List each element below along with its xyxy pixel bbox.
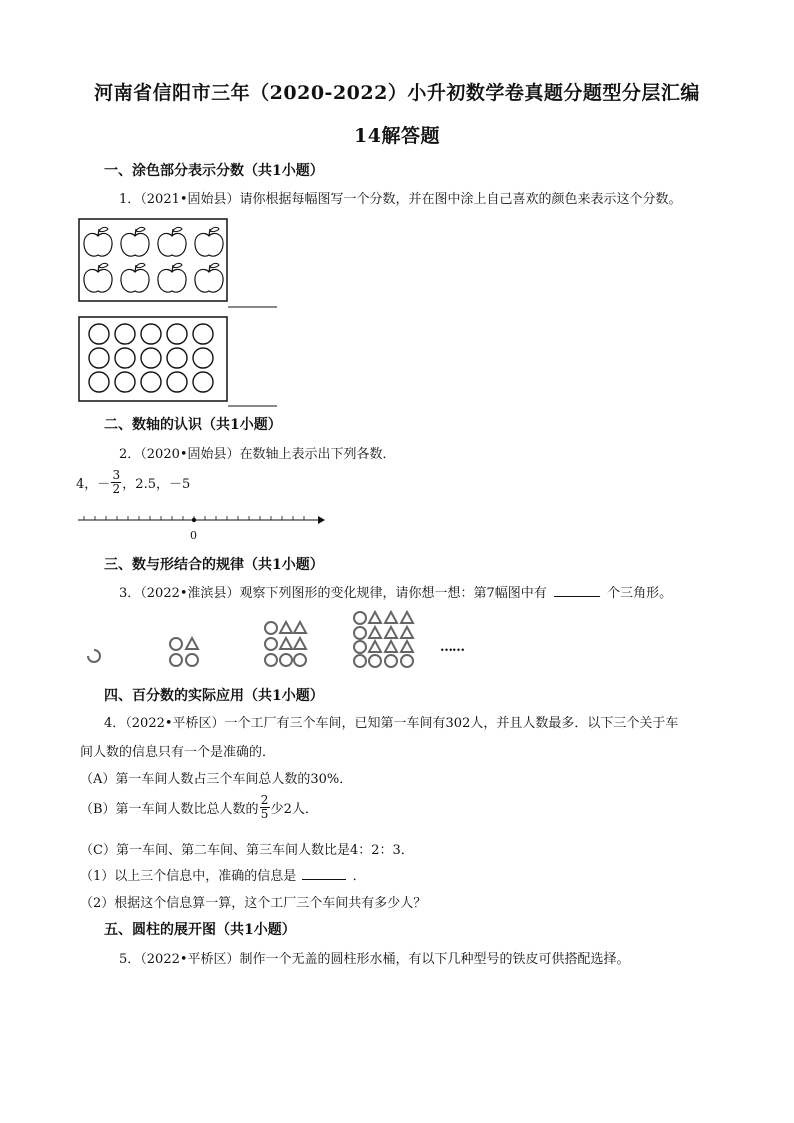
pattern-circle (385, 655, 397, 667)
question-1: 1．（2021•固始县）请你根据每幅图写一个分数，并在图中涂上自己喜欢的颜色来表示这个分数。 (119, 192, 682, 207)
option-b-suffix: 少2人． (270, 802, 318, 817)
pattern-circle (280, 654, 292, 666)
fraction-numerator: 2 (260, 793, 269, 807)
fraction-two-fifths (260, 794, 270, 821)
section-4-heading: 四、百分数的实际应用（共1小题） (104, 688, 324, 704)
apple-box-figure (78, 218, 278, 310)
pattern-triangle (385, 641, 397, 652)
circle-shape (141, 372, 161, 392)
zero-label: 0 (190, 529, 197, 542)
question-4-line1: 4．（2022•平桥区）一个工厂有三个车间，已知第一车间有302人，并且人数最多．以下三个关于车 (104, 716, 679, 731)
number-list-rest: ，2.5，－5 (122, 477, 191, 492)
circle-shape (167, 372, 187, 392)
pattern-circle (354, 641, 366, 653)
pattern-triangle (401, 612, 413, 623)
pattern-triangle (369, 641, 381, 652)
circle-shape (115, 324, 135, 344)
pattern-circle (170, 638, 182, 650)
pattern-triangle (280, 638, 292, 649)
fraction-denominator: 5 (260, 807, 269, 821)
pattern-triangle (294, 638, 306, 649)
apple-icon (195, 263, 223, 292)
question-2: 2．（2020•固始县）在数轴上表示出下列各数． (119, 447, 396, 462)
pattern-circle (186, 654, 198, 666)
fraction-three-halves (111, 469, 121, 496)
question-3 (119, 582, 672, 601)
circle-shape (167, 348, 187, 368)
number-list-start: 4， (76, 477, 98, 492)
question-5: 5．（2022•平桥区）制作一个无盖的圆柱形水桶，有以下几种型号的铁皮可供搭配选择。 (119, 952, 630, 967)
question-3-text: 3．（2022•淮滨县）观察下列图形的变化规律，请你想一想：第7幅图中有 (119, 586, 547, 601)
pattern-triangle (401, 627, 413, 638)
answer-blank-4[interactable] (302, 879, 346, 880)
circle-shape (115, 348, 135, 368)
pattern-circle (170, 654, 182, 666)
pattern-triangle (385, 612, 397, 623)
number-line (78, 510, 328, 530)
circle-shape (89, 348, 109, 368)
number-list (76, 469, 190, 496)
circle-shape (167, 324, 187, 344)
option-a: （A）第一车间人数占三个车间总人数的30%． (80, 772, 353, 787)
section-2-heading: 二、数轴的认识（共1小题） (104, 417, 282, 433)
circle-shape (115, 372, 135, 392)
apple-icon (121, 227, 149, 256)
apple-icon (158, 263, 186, 292)
pattern-triangle (385, 627, 397, 638)
pattern-circle (265, 654, 277, 666)
circle-shape (193, 348, 213, 368)
circle-shape (141, 324, 161, 344)
section-3-heading: 三、数与形结合的规律（共1小题） (104, 557, 324, 573)
pattern-triangle (294, 622, 306, 633)
pattern-circle (294, 654, 306, 666)
negative-sign: － (97, 477, 111, 492)
pattern-triangle (280, 622, 292, 633)
pattern-triangle (186, 638, 198, 649)
pattern-circle (369, 655, 381, 667)
answer-blank-3[interactable] (554, 596, 600, 597)
pattern-circle (265, 622, 277, 634)
option-b (80, 794, 318, 821)
circle-shape (89, 372, 109, 392)
subquestion-1-text: （1）以上三个信息中，准确的信息是 (80, 869, 297, 884)
pattern-triangle (401, 641, 413, 652)
circle-shape (89, 324, 109, 344)
page-subtitle: 14解答题 (354, 125, 440, 147)
fraction-numerator: 3 (112, 468, 121, 482)
pattern-ellipsis: …… (440, 640, 464, 655)
fraction-denominator: 2 (112, 482, 121, 496)
page-title: 河南省信阳市三年（2020-2022）小升初数学卷真题分题型分层汇编 (94, 82, 700, 104)
section-5-heading: 五、圆柱的展开图（共1小题） (104, 922, 296, 938)
pattern-circle (354, 612, 366, 624)
apple-icon (84, 263, 112, 292)
question-4-line2: 间人数的信息只有一个是准确的． (80, 745, 276, 760)
circle-shape (141, 348, 161, 368)
pattern-circle (265, 638, 277, 650)
subquestion-2: （2）根据这个信息算一算，这个工厂三个车间共有多少人？ (80, 896, 427, 911)
section-1-heading: 一、涂色部分表示分数（共1小题） (104, 163, 324, 179)
pattern-triangle (369, 627, 381, 638)
pattern-circle (354, 627, 366, 639)
subquestion-1 (80, 865, 366, 884)
option-b-text: （B）第一车间人数比总人数的 (80, 802, 259, 817)
circle-shape (193, 372, 213, 392)
pattern-figure (78, 605, 478, 675)
pattern-partial-circle (88, 650, 100, 662)
apple-icon (195, 227, 223, 256)
apple-icon (158, 227, 186, 256)
pattern-circle (401, 655, 413, 667)
circle-shape (193, 324, 213, 344)
pattern-circle (354, 655, 366, 667)
pattern-triangle (369, 612, 381, 623)
option-c: （C）第一车间、第二车间、第三车间人数比是4：2：3． (80, 843, 414, 858)
apple-icon (121, 263, 149, 292)
subquestion-1-suffix: ． (352, 869, 366, 884)
apple-icon (84, 227, 112, 256)
question-3-suffix: 个三角形。 (607, 586, 673, 601)
circle-box-figure (78, 316, 278, 410)
